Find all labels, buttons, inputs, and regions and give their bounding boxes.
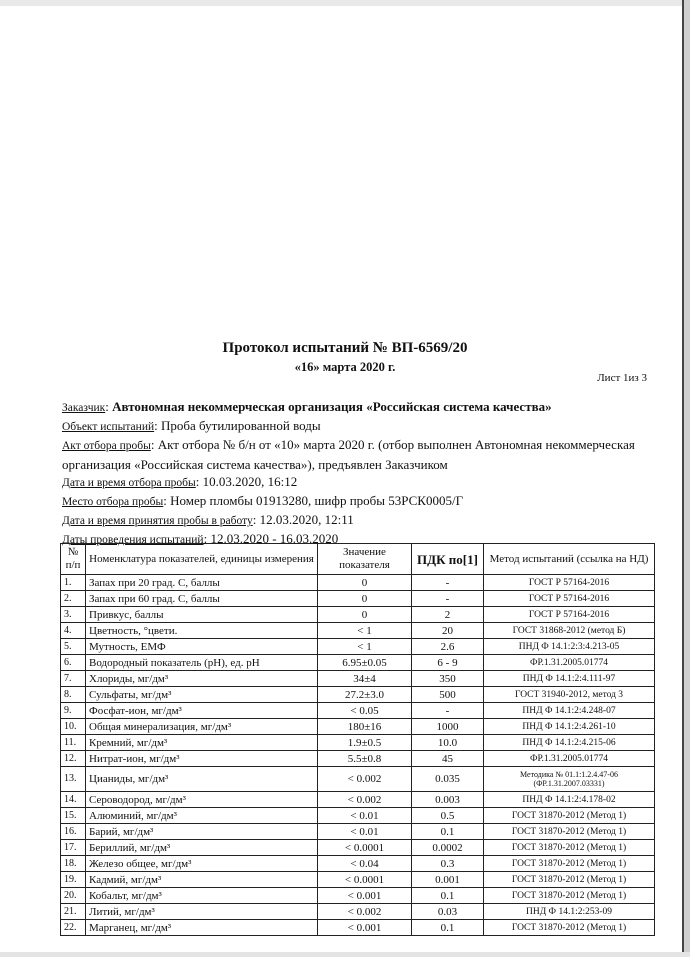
row-name: Литий, мг/дм³ [86, 904, 318, 920]
row-value: < 0.001 [318, 920, 412, 936]
row-num: 22. [61, 920, 86, 936]
row-pdk: 0.5 [412, 808, 484, 824]
table-row [61, 808, 655, 824]
protocol-date: «16» марта 2020 г. [294, 360, 396, 374]
table-row [61, 591, 655, 607]
table-row [61, 767, 655, 792]
table-row [61, 751, 655, 767]
row-name: Мутность, ЕМФ [86, 639, 318, 655]
row-name: Общая минерализация, мг/дм³ [86, 719, 318, 735]
test-object-value: Проба бутилированной воды [161, 418, 321, 434]
row-value: < 0.0001 [318, 872, 412, 888]
row-num: 3. [61, 607, 86, 623]
sampling-datetime-row: Дата и время отбора пробы: 10.03.2020, 16:12 [62, 473, 298, 489]
row-name: Хлориды, мг/дм³ [86, 671, 318, 687]
sampling-act-row: Акт отбора пробы: Акт отбора № б/н от «10» марта 2020 г. (отбор выполнен Автономная некоммерческая организация «Российская система качества»), предъявлен Заказчиком [62, 437, 635, 472]
row-pdk: 0.03 [412, 904, 484, 920]
row-pdk: 350 [412, 671, 484, 687]
row-pdk: 2.6 [412, 639, 484, 655]
row-pdk: 0.1 [412, 888, 484, 904]
row-value: 6.95±0.05 [318, 655, 412, 671]
row-value: < 0.002 [318, 904, 412, 920]
row-value: < 0.04 [318, 856, 412, 872]
row-name: Цветность, °цвети. [86, 623, 318, 639]
table-row [61, 623, 655, 639]
row-method: ПНД Ф 14.1:2:253-09 [484, 904, 655, 920]
row-num: 4. [61, 623, 86, 639]
row-num: 15. [61, 808, 86, 824]
row-name: Кадмий, мг/дм³ [86, 872, 318, 888]
sampling-datetime-label: Дата и время отбора пробы [62, 476, 196, 489]
row-name: Привкус, баллы [86, 607, 318, 623]
table-row [61, 888, 655, 904]
row-value: 0 [318, 575, 412, 591]
row-method: ПНД Ф 14.1:2:4.261-10 [484, 719, 655, 735]
row-num: 11. [61, 735, 86, 751]
row-pdk: 0.003 [412, 792, 484, 808]
test-dates-value: 12.03.2020 - 16.03.2020 [210, 531, 339, 547]
row-pdk: 6 - 9 [412, 655, 484, 671]
row-pdk: - [412, 703, 484, 719]
row-name: Бериллий, мг/дм³ [86, 840, 318, 856]
row-name: Железо общее, мг/дм³ [86, 856, 318, 872]
row-pdk: 0.035 [412, 767, 484, 792]
header-name: Номенклатура показателей, единицы измерения [86, 544, 318, 575]
test-object-row: Объект испытаний: Проба бутилированной воды [62, 418, 321, 434]
row-method: ПНД Ф 14.1:2:4.248-07 [484, 703, 655, 719]
table-row [61, 904, 655, 920]
scan-edge-top [0, 0, 690, 6]
table-header-row [61, 544, 655, 575]
table-row [61, 735, 655, 751]
table-row [61, 639, 655, 655]
row-pdk: 45 [412, 751, 484, 767]
table-row [61, 687, 655, 703]
table-row [61, 792, 655, 808]
header-method: Метод испытаний (ссылка на НД) [484, 544, 655, 575]
row-name: Запах при 60 град. С, баллы [86, 591, 318, 607]
row-pdk: 10.0 [412, 735, 484, 751]
row-pdk: 0.1 [412, 824, 484, 840]
row-num: 9. [61, 703, 86, 719]
scan-edge-bottom [0, 952, 690, 957]
row-num: 8. [61, 687, 86, 703]
row-name: Марганец, мг/дм³ [86, 920, 318, 936]
row-num: 17. [61, 840, 86, 856]
row-method: Методика № 01.1:1.2.4.47-06 (ФР.1.31.2007.03331) [484, 767, 655, 792]
table-row [61, 607, 655, 623]
row-pdk: 0.001 [412, 872, 484, 888]
row-num: 19. [61, 872, 86, 888]
table-row [61, 856, 655, 872]
table-row [61, 824, 655, 840]
row-method: ПНД Ф 14.1:2:4.178-02 [484, 792, 655, 808]
table-row [61, 719, 655, 735]
row-method: ФР.1.31.2005.01774 [484, 655, 655, 671]
table-row [61, 575, 655, 591]
row-value: 27.2±3.0 [318, 687, 412, 703]
row-value: 34±4 [318, 671, 412, 687]
scan-edge-right [684, 0, 690, 957]
sampling-place-label: Место отбора пробы [62, 496, 164, 509]
row-num: 18. [61, 856, 86, 872]
row-pdk: 20 [412, 623, 484, 639]
row-method: ПНД Ф 14.1:2:4.111-97 [484, 671, 655, 687]
row-num: 5. [61, 639, 86, 655]
row-method: ГОСТ 31940-2012, метод 3 [484, 687, 655, 703]
row-pdk: 2 [412, 607, 484, 623]
customer-row: Заказчик: Автономная некоммерческая организация «Российская система качества» [62, 399, 552, 414]
received-datetime-value: 12.03.2020, 12:11 [259, 512, 354, 528]
test-dates-label: Даты проведения испытаний [62, 534, 204, 547]
row-name: Водородный показатель (рН), ед. рН [86, 655, 318, 671]
row-pdk: - [412, 591, 484, 607]
table-row [61, 920, 655, 936]
row-num: 12. [61, 751, 86, 767]
row-name: Алюминий, мг/дм³ [86, 808, 318, 824]
row-method: ГОСТ Р 57164-2016 [484, 591, 655, 607]
row-method: ГОСТ Р 57164-2016 [484, 575, 655, 591]
protocol-info [62, 398, 652, 550]
row-num: 2. [61, 591, 86, 607]
customer-label: Заказчик [62, 402, 106, 414]
table-row [61, 840, 655, 856]
row-num: 14. [61, 792, 86, 808]
row-value: < 0.002 [318, 792, 412, 808]
row-method: ГОСТ 31870-2012 (Метод 1) [484, 872, 655, 888]
row-name: Фосфат-ион, мг/дм³ [86, 703, 318, 719]
row-value: < 0.001 [318, 888, 412, 904]
table-row [61, 703, 655, 719]
row-name: Нитрат-ион, мг/дм³ [86, 751, 318, 767]
sampling-datetime-value: 10.03.2020, 16:12 [202, 473, 298, 489]
row-method: ГОСТ 31870-2012 (Метод 1) [484, 856, 655, 872]
row-num: 7. [61, 671, 86, 687]
row-value: < 1 [318, 623, 412, 639]
row-pdk: 0.3 [412, 856, 484, 872]
row-value: < 0.05 [318, 703, 412, 719]
row-value: 0 [318, 591, 412, 607]
row-method: ГОСТ 31870-2012 (Метод 1) [484, 920, 655, 936]
row-name: Кобальт, мг/дм³ [86, 888, 318, 904]
table-row [61, 655, 655, 671]
row-value: < 0.01 [318, 824, 412, 840]
row-name: Сероводород, мг/дм³ [86, 792, 318, 808]
row-num: 1. [61, 575, 86, 591]
row-name: Кремний, мг/дм³ [86, 735, 318, 751]
row-method: ГОСТ 31870-2012 (Метод 1) [484, 824, 655, 840]
row-num: 16. [61, 824, 86, 840]
header-pdk: ПДК по[1] [412, 544, 484, 575]
header-value: Значение показателя [318, 544, 412, 575]
row-value: 0 [318, 607, 412, 623]
row-name: Запах при 20 град. С, баллы [86, 575, 318, 591]
sampling-act-label: Акт отбора пробы [62, 440, 151, 453]
test-dates-row: Даты проведения испытаний: 12.03.2020 - 16.03.2020 [62, 531, 339, 547]
protocol-title: Протокол испытаний № ВП-6569/20 [222, 340, 468, 356]
row-pdk: 500 [412, 687, 484, 703]
row-method: ГОСТ 31868-2012 (метод Б) [484, 623, 655, 639]
row-num: 20. [61, 888, 86, 904]
customer-value: Автономная некоммерческая организация «Российская система качества» [112, 399, 552, 414]
row-name: Барий, мг/дм³ [86, 824, 318, 840]
row-value: 1.9±0.5 [318, 735, 412, 751]
table-row [61, 872, 655, 888]
row-value: < 0.002 [318, 767, 412, 792]
row-value: < 0.01 [318, 808, 412, 824]
row-method: ГОСТ 31870-2012 (Метод 1) [484, 840, 655, 856]
results-table [60, 543, 655, 936]
row-pdk: - [412, 575, 484, 591]
received-datetime-row: Дата и время принятия пробы в работу: 12.03.2020, 12:11 [62, 512, 354, 528]
row-num: 21. [61, 904, 86, 920]
row-pdk: 1000 [412, 719, 484, 735]
row-value: 5.5±0.8 [318, 751, 412, 767]
table-row [61, 671, 655, 687]
sampling-act-value: Акт отбора № б/н от «10» марта 2020 г. (отбор выполнен Автономная некоммерческая организация «Российская система качества»), предъявлен Заказчиком [62, 437, 635, 472]
row-value: < 1 [318, 639, 412, 655]
received-datetime-label: Дата и время принятия пробы в работу [62, 515, 253, 528]
row-pdk: 0.0002 [412, 840, 484, 856]
row-num: 13. [61, 767, 86, 792]
row-name: Сульфаты, мг/дм³ [86, 687, 318, 703]
row-method: ГОСТ Р 57164-2016 [484, 607, 655, 623]
row-value: < 0.0001 [318, 840, 412, 856]
row-method: ФР.1.31.2005.01774 [484, 751, 655, 767]
row-value: 180±16 [318, 719, 412, 735]
sheet-number: Лист 1из 3 [597, 372, 647, 384]
sampling-place-row: Место отбора пробы: Номер пломбы 01913280, шифр пробы 53РСК0005/Г [62, 493, 464, 509]
header-num: № п/п [61, 544, 86, 575]
row-pdk: 0.1 [412, 920, 484, 936]
row-method: ПНД Ф 14.1:2:4.215-06 [484, 735, 655, 751]
row-method: ГОСТ 31870-2012 (Метод 1) [484, 888, 655, 904]
row-num: 6. [61, 655, 86, 671]
row-method: ГОСТ 31870-2012 (Метод 1) [484, 808, 655, 824]
row-method: ПНД Ф 14.1:2:3:4.213-05 [484, 639, 655, 655]
row-num: 10. [61, 719, 86, 735]
sampling-place-value: Номер пломбы 01913280, шифр пробы 53РСК0005/Г [170, 493, 464, 509]
test-object-label: Объект испытаний [62, 421, 155, 434]
row-name: Цианиды, мг/дм³ [86, 767, 318, 792]
